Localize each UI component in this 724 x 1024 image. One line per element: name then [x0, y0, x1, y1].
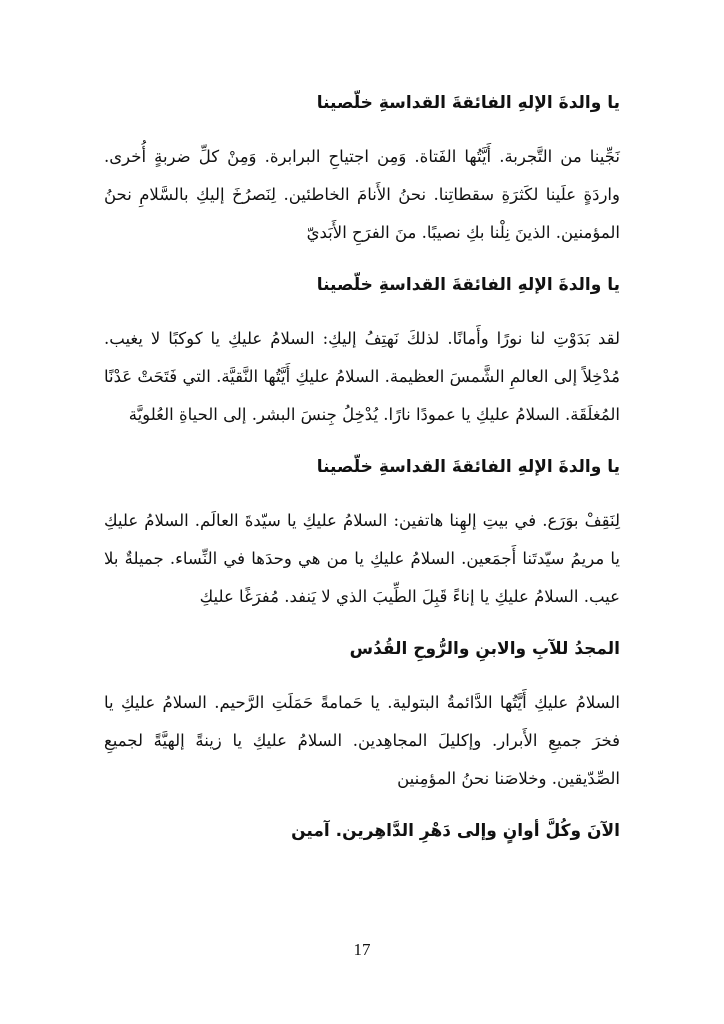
prayer-paragraph: السلامُ عليكِ أَيَّتُها الدَّائمةُ البتولية. يا حَمامةً حَمَلَتِ الرَّحيم. السلامُ عليكِ يا فخرَ جميعِ الأَبرار. وإكليلَ المجاهِدين. السلامُ عليكِ يا زينةً إلهيَّةً لجميعِ الصِّدّيقين. وخلاصَنا نحنُ المؤمِنين — [104, 693, 620, 788]
refrain-heading: يا والدةَ الإلهِ الفائقةَ القداسةِ خلّصينا — [316, 93, 620, 113]
page-number: 17 — [353, 940, 371, 959]
closing-heading: الآنَ وكُلَّ أوانٍ وإلى دَهْرِ الدَّاهِرين. آمين — [291, 821, 620, 841]
refrain-heading: يا والدةَ الإلهِ الفائقةَ القداسةِ خلّصينا — [316, 457, 620, 477]
refrain-heading: يا والدةَ الإلهِ الفائقةَ القداسةِ خلّصينا — [316, 275, 620, 295]
prayer-paragraph: نَجِّينا من التَّجربة. أَيَّتُها الفَتاة. وَمِن اجتياحِ البرابرة. وَمِنْ كلِّ ضربةٍ أُخرى. واردَةٍ علَينا لكَثرَةِ سقطاتِنا. نحنُ الأَنامَ الخاطئين. لِنَصرُخَ إليكِ بالسَّلامِ نحنُ المؤمنين. الذينَ نِلْنا بكِ نصيبًا. منَ الفرَحِ الأَبَديّ — [104, 147, 620, 242]
doxology-heading: المجدُ للآبِ والابنِ والرُّوحِ القُدُس — [349, 639, 620, 659]
prayer-paragraph: لقد بَدَوْتِ لنا نورًا وأَمانًا. لذلكَ نَهتِفُ إليكِ: السلامُ عليكِ يا كوكبًا لا يغيب. مُدْخِلاً إلى العالمِ الشَّمسَ العظيمة. السلامُ عليكِ أَيَّتُها النَّقيَّة. التي فَتَحَتْ عَدْنًا المُغلَقَة. السلامُ عليكِ يا عمودًا نارًا. يُدْخِلُ جِنسَ البشر. إلى الحياةِ العُلويَّة — [104, 329, 620, 424]
prayer-paragraph: لِنَقِفْ بوَرَع. في بيتِ إلهِنا هاتفين: السلامُ عليكِ يا سيّدةَ العالَم. السلامُ عليكِ يا مريمُ سيّدتَنا أَجمَعين. السلامُ عليكِ يا من هي وحدَها في النِّساء. جميلةٌ بلا عيب. السلامُ عليكِ يا إناءً قَبِلَ الطِّيبَ الذي لا يَنفد. مُفرَغًا عليكِ — [104, 511, 620, 606]
text-body — [104, 88, 620, 846]
